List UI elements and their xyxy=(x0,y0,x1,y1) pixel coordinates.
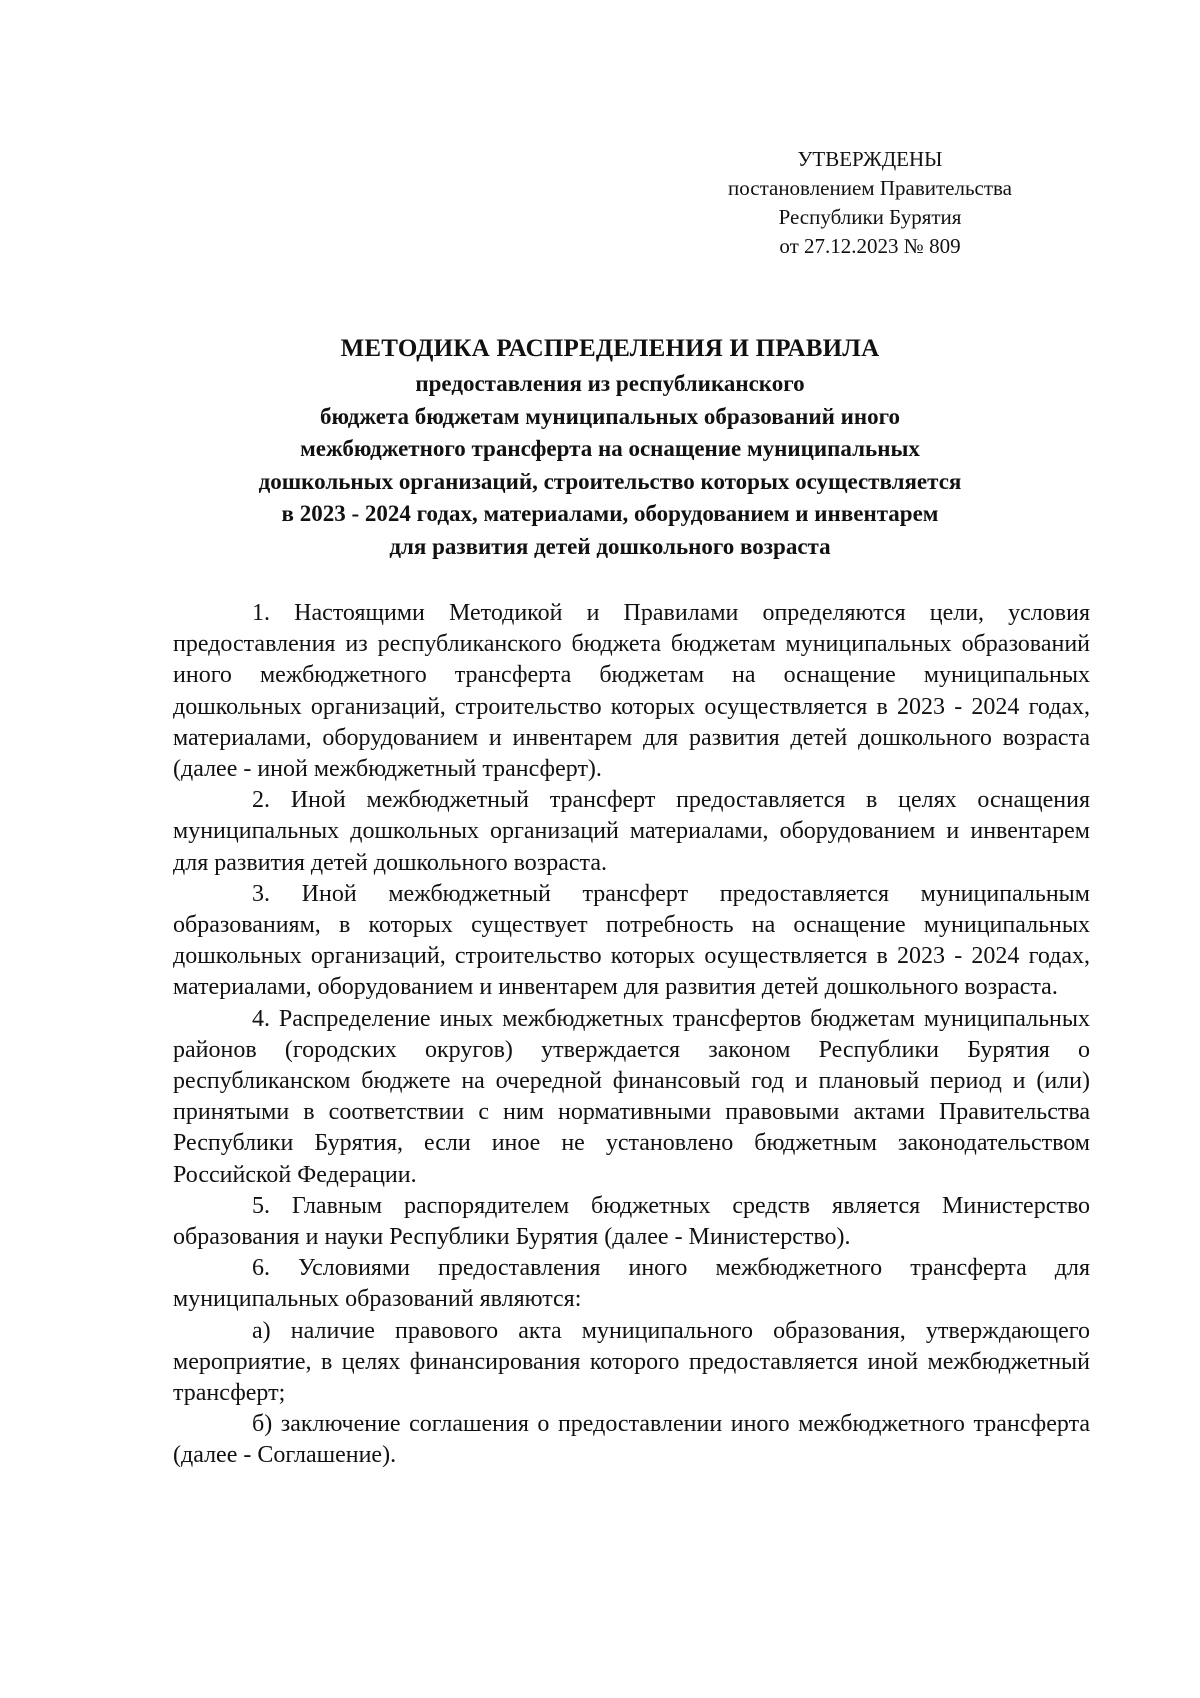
approval-region: Республики Бурятия xyxy=(778,205,962,229)
title-main: МЕТОДИКА РАСПРЕДЕЛЕНИЯ И ПРАВИЛА xyxy=(340,335,880,362)
paragraph-5: 5. Главным распорядителем бюджетных средств является Министерство образования и науки Республики Бурятия (далее - Министерство). xyxy=(173,1192,1090,1251)
paragraph-3: 3. Иной межбюджетный трансферт предоставляется муниципальным образованиям, в которых существует потребность на оснащение муниципальных дошкольных организаций, строительство которых осуществляется в 2023 - 2024 годах, материалами, оборудованием и инвентарем для развития детей дошкольного возраста. xyxy=(173,880,1090,1001)
paragraph-1: 1. Настоящими Методикой и Правилами определяются цели, условия предоставления из республиканского бюджета бюджетам муниципальных образований иного межбюджетного трансферта бюджетам на оснащение муниципальных дошкольных организаций, строительство которых осуществляется в 2023 - 2024 годах, материалами, оборудованием и инвентарем для развития детей дошкольного возраста (далее - иной межбюджетный трансферт). xyxy=(173,600,1090,783)
paragraph-4: 4. Распределение иных межбюджетных трансфертов бюджетам муниципальных районов (городских округов) утверждается законом Республики Бурятия о республиканском бюджете на очередной финансовый год и плановый период и (или) принятыми в соответствии с ним нормативными правовыми актами Правительства Республики Бурятия, если иное не установлено бюджетным законодательством Российской Федерации. xyxy=(173,1005,1090,1188)
paragraph-6: 6. Условиями предоставления иного межбюджетного трансферта для муниципальных образований являются: xyxy=(173,1255,1090,1313)
paragraph-6a: а) наличие правового акта муниципального образования, утверждающего мероприятие, в целях финансирования которого предоставляется иной межбюджетный трансферт; xyxy=(173,1317,1090,1407)
approval-stamp xyxy=(700,145,1040,261)
title-line: для развития детей дошкольного возраста xyxy=(389,533,831,559)
document-title xyxy=(120,332,1100,563)
title-line: межбюджетного трансферта на оснащение муниципальных xyxy=(300,436,920,461)
title-line: дошкольных организаций, строительство которых осуществляется xyxy=(258,468,962,494)
title-line: бюджета бюджетам муниципальных образований иного xyxy=(319,403,901,429)
approval-date-number: от 27.12.2023 № 809 xyxy=(779,234,961,258)
paragraph-2: 2. Иной межбюджетный трансферт предоставляется в целях оснащения муниципальных дошкольных организаций материалами, оборудованием и инвентарем для развития детей дошкольного возраста. xyxy=(173,787,1090,876)
title-line: предоставления из республиканского xyxy=(415,371,805,396)
title-line: в 2023 - 2024 годах, материалами, оборудованием и инвентарем xyxy=(281,501,939,526)
approval-heading: УТВЕРЖДЕНЫ xyxy=(797,147,943,171)
approval-resolution: постановлением Правительства xyxy=(727,176,1012,200)
paragraph-6b: б) заключение соглашения о предоставлении иного межбюджетного трансферта (далее - Соглашение). xyxy=(173,1411,1090,1469)
document-body xyxy=(173,598,1090,1472)
